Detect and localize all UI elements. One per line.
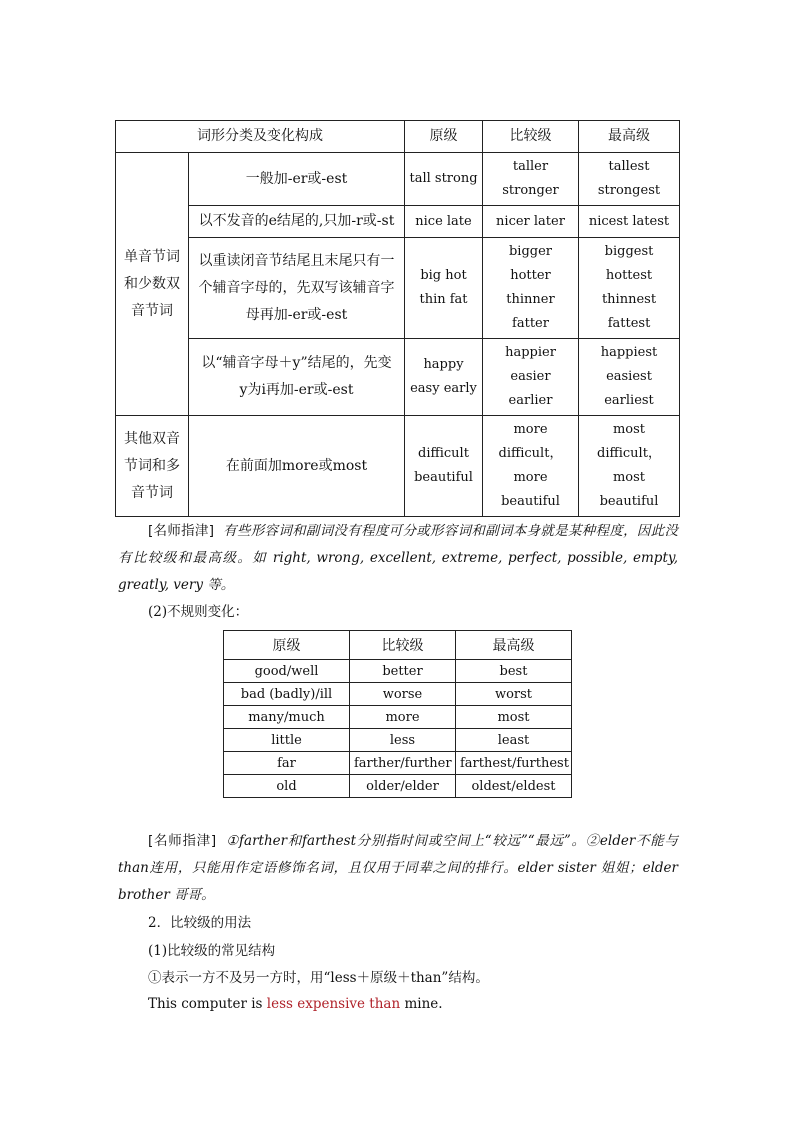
header-superlative: 最高级 [579, 121, 680, 153]
table-cell: oldest/eldest [456, 775, 572, 798]
rule-cell: 以不发音的e结尾的,只加-r或-st [189, 206, 405, 238]
table-row [224, 729, 572, 752]
table-cell: bad (badly)/ill [224, 683, 350, 706]
table-cell: worse [350, 683, 456, 706]
irregular-heading: (2)不规则变化： [148, 604, 249, 620]
rule-cell: 以“辅音字母＋y”结尾的，先变 y为i再加-er或-est [189, 339, 405, 416]
superlative-cell: nicest latest [579, 206, 680, 238]
teacher-note-1 [118, 518, 678, 599]
base-cell: tall strong [405, 153, 483, 206]
table-cell: worst [456, 683, 572, 706]
note-text: ①farther和farthest分别指时间或空间上“较远”“最远”。②elder不能与than连用，只能用作定语修饰名词，且仅用于同辈之间的排行。elder sister 姐姐；elder brother 哥哥。 [118, 833, 678, 903]
header-base: 原级 [224, 631, 350, 660]
base-cell: nice late [405, 206, 483, 238]
rule-cell: 一般加-er或-est [189, 153, 405, 206]
header-comparative: 比较级 [483, 121, 579, 153]
superlative-cell: tallest strongest [579, 153, 680, 206]
superlative-cell: biggest hottest thinnest fattest [579, 238, 680, 339]
rule-cell: 在前面加more或most [189, 416, 405, 517]
header-superlative: 最高级 [456, 631, 572, 660]
usage-point: ①表示一方不及另一方时，用“less＋原级＋than”结构。 [148, 970, 489, 986]
table-cell: better [350, 660, 456, 683]
superlative-cell: happiest easiest earliest [579, 339, 680, 416]
irregular-forms-table [223, 630, 572, 798]
subsection-heading: (1)比较级的常见结构 [148, 943, 276, 959]
table-row [224, 775, 572, 798]
table-row [224, 660, 572, 683]
table-cell: far [224, 752, 350, 775]
example-sentence [148, 994, 443, 1014]
teacher-note-2 [118, 828, 678, 909]
table-cell: most [456, 706, 572, 729]
note-tag: [名师指津] [148, 833, 217, 849]
comparative-cell: bigger hotter thinner fatter [483, 238, 579, 339]
example-before: This computer is [148, 996, 267, 1012]
table-cell: best [456, 660, 572, 683]
table-cell: old [224, 775, 350, 798]
table-cell: little [224, 729, 350, 752]
table-row [224, 752, 572, 775]
table-cell: less [350, 729, 456, 752]
header-base: 原级 [405, 121, 483, 153]
note-text: 有些形容词和副词没有程度可分或形容词和副词本身就是某种程度，因此没有比较级和最高级。如 right, wrong, excellent, extreme, perfect, possible, empty, greatly, very 等。 [118, 523, 678, 593]
table-row [224, 706, 572, 729]
example-highlight: less expensive than [266, 996, 401, 1012]
note-tag: [名师指津] [148, 523, 214, 539]
header-classification: 词形分类及变化构成 [116, 121, 405, 153]
table-cell: older/elder [350, 775, 456, 798]
table-cell: more [350, 706, 456, 729]
table-cell: least [456, 729, 572, 752]
header-comparative: 比较级 [350, 631, 456, 660]
comparative-cell: taller stronger [483, 153, 579, 206]
example-after: mine. [400, 996, 443, 1012]
table-cell: many/much [224, 706, 350, 729]
comparative-cell: happier easier earlier [483, 339, 579, 416]
table-row [224, 683, 572, 706]
base-cell: big hot thin fat [405, 238, 483, 339]
superlative-cell: most difficult， most beautiful [579, 416, 680, 517]
table-cell: farthest/furthest [456, 752, 572, 775]
group-monosyllabic: 单音节词 和少数双 音节词 [116, 153, 189, 416]
section-heading: 2．比较级的用法 [148, 915, 252, 931]
base-cell: difficult beautiful [405, 416, 483, 517]
table-cell: farther/further [350, 752, 456, 775]
table-cell: good/well [224, 660, 350, 683]
group-polysyllabic: 其他双音 节词和多 音节词 [116, 416, 189, 517]
adjective-forms-table [115, 120, 680, 517]
rule-cell: 以重读闭音节结尾且末尾只有一 个辅音字母的，先双写该辅音字 母再加-er或-est [189, 238, 405, 339]
comparative-cell: nicer later [483, 206, 579, 238]
base-cell: happy easy early [405, 339, 483, 416]
comparative-cell: more difficult， more beautiful [483, 416, 579, 517]
